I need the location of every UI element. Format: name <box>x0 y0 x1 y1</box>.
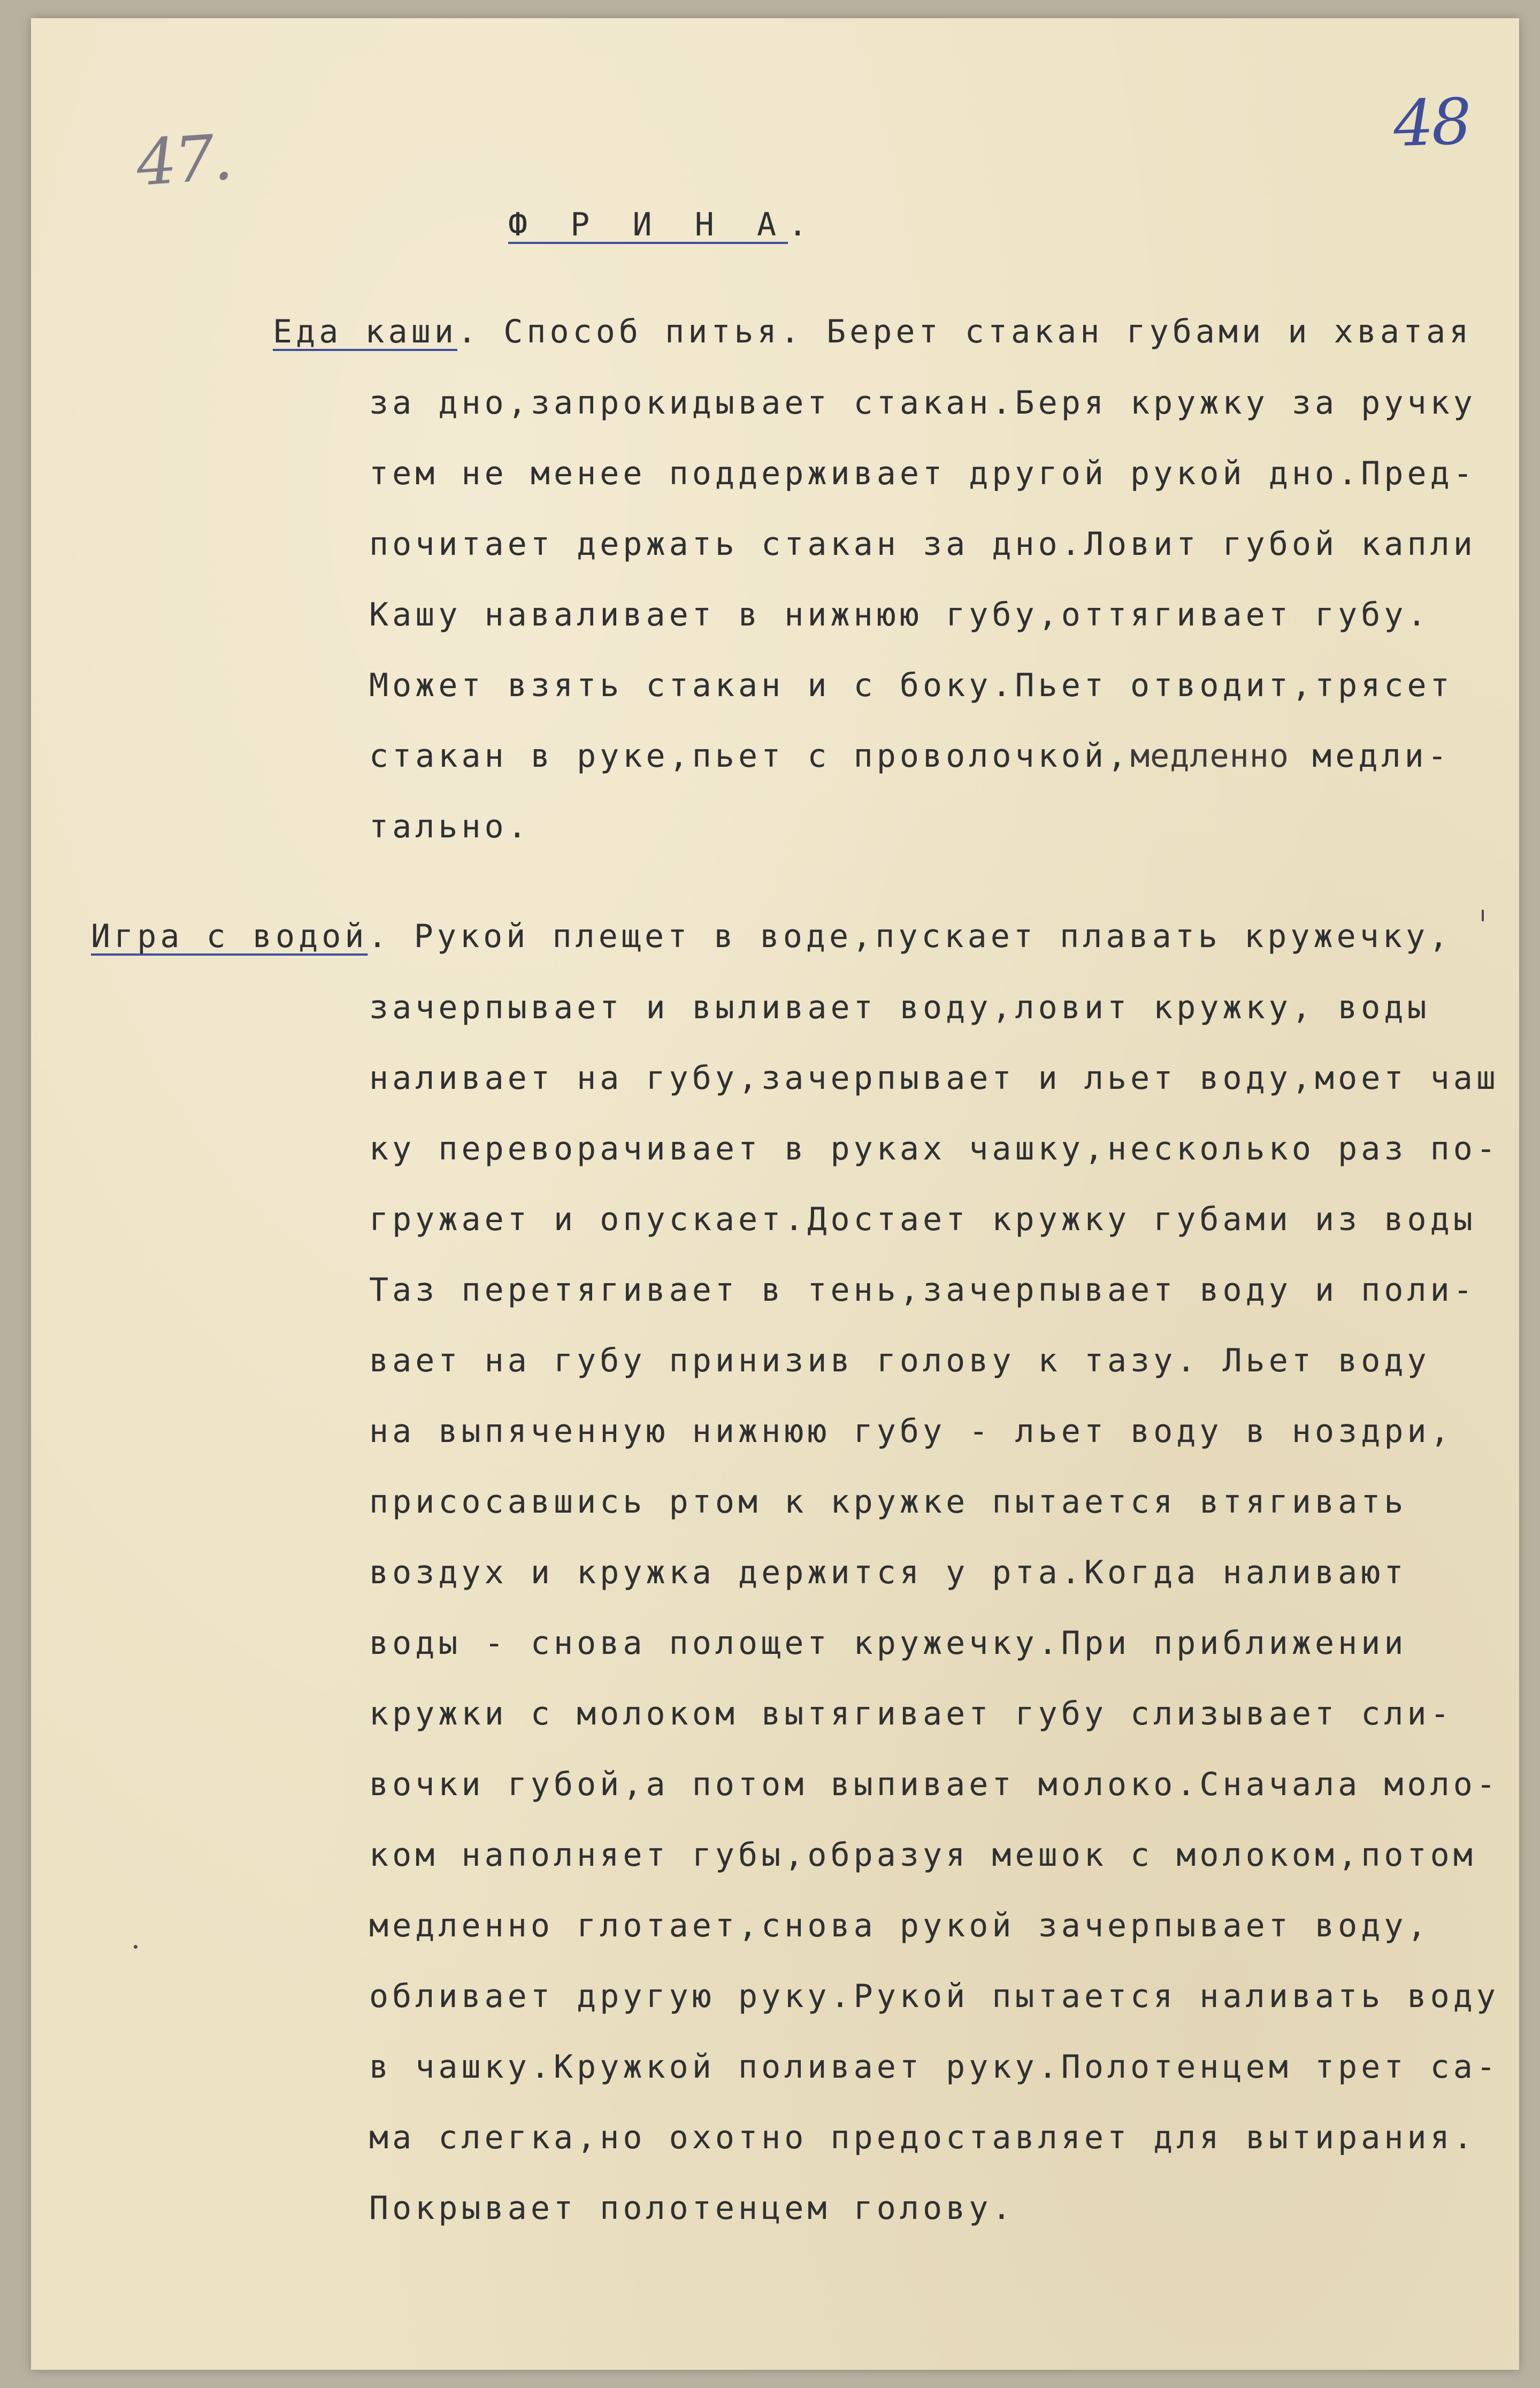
section2-line-7: вает на губу принизив голову к тазу. Льет воду <box>369 1342 1430 1379</box>
title-period: . <box>788 206 819 243</box>
section2-line-5: гружает и опускает.Достает кружку губами из воды <box>369 1201 1476 1238</box>
margin-tick <box>1482 910 1484 921</box>
section1-line-end: медли- <box>1289 737 1451 775</box>
section2-line-8: на выпяченную нижнюю губу - льет воду в ноздри, <box>369 1413 1453 1450</box>
section1-line-4: почитает держать стакан за дно.Ловит губой капли <box>369 525 1476 563</box>
document-title <box>508 206 819 243</box>
section2-line-1 <box>91 918 1452 955</box>
section1-line-2: за дно,запрокидывает стакан.Беря кружку за ручку <box>369 384 1476 422</box>
section2-heading: Игра с водой <box>91 918 368 955</box>
section1-line-6: Может взять стакан и с боку.Пьет отводит,трясет <box>369 667 1453 704</box>
document-page <box>31 18 1519 2370</box>
section2-line-12: кружки с молоком вытягивает губу слизывает сли- <box>369 1695 1453 1733</box>
section2-line-17: в чашку.Кружкой поливает руку.Полотенцем трет са- <box>369 2048 1500 2086</box>
section1-line-5: Кашу наваливает в нижнюю губу,оттягивает губу. <box>369 596 1430 634</box>
section2-line-15: медленно глотает,снова рукой зачерпывает воду, <box>369 1907 1430 1944</box>
section1-heading: Еда каши <box>273 313 457 350</box>
struck-out-word: медленно <box>1130 737 1290 775</box>
section2-line-4: ку переворачивает в руках чашку,несколько раз по- <box>369 1130 1500 1168</box>
old-page-number: 47. <box>134 120 233 200</box>
margin-dot <box>134 1945 137 1949</box>
section2-line-2: зачерпывает и выливает воду,ловит кружку, воды <box>369 989 1430 1026</box>
section2-line-10: воздух и кружка держится у рта.Когда наливают <box>369 1554 1407 1591</box>
section2-line-16: обливает другую руку.Рукой пытается наливать воду <box>369 1978 1500 2015</box>
section1-line-3: тем не менее поддерживает другой рукой дно.Пред- <box>369 455 1476 492</box>
section1-line-7 <box>369 737 1451 775</box>
section2-line-6: Таз перетягивает в тень,зачерпывает воду и поли- <box>369 1271 1476 1309</box>
title-text: Ф Р И Н А <box>508 206 788 243</box>
section1-line-1 <box>273 313 1472 350</box>
section2-line-11: воды - снова полощет кружечку.При приближении <box>369 1624 1407 1662</box>
page-number: 48 <box>1392 84 1471 161</box>
section1-line-text: . Способ питья. Берет стакан губами и хватая <box>457 313 1473 350</box>
section2-line-18: ма слегка,но охотно предоставляет для вытирания. <box>369 2119 1476 2156</box>
section2-line-13: вочки губой,а потом выпивает молоко.Сначала моло- <box>369 1766 1500 1803</box>
section1-line-text: стакан в руке,пьет с проволочкой, <box>369 737 1131 775</box>
section2-line-19: Покрывает полотенцем голову. <box>369 2189 1015 2227</box>
section2-line-9: присосавшись ртом к кружке пытается втягивать <box>369 1483 1407 1521</box>
section2-line-text: . Рукой плещет в воде,пускает плавать кружечку, <box>367 918 1452 955</box>
section2-line-3: наливает на губу,зачерпывает и льет воду,моет чаш <box>369 1059 1500 1097</box>
section1-line-8: тально. <box>369 808 531 845</box>
section2-line-14: ком наполняет губы,образуя мешок с молоком,потом <box>369 1836 1476 1874</box>
